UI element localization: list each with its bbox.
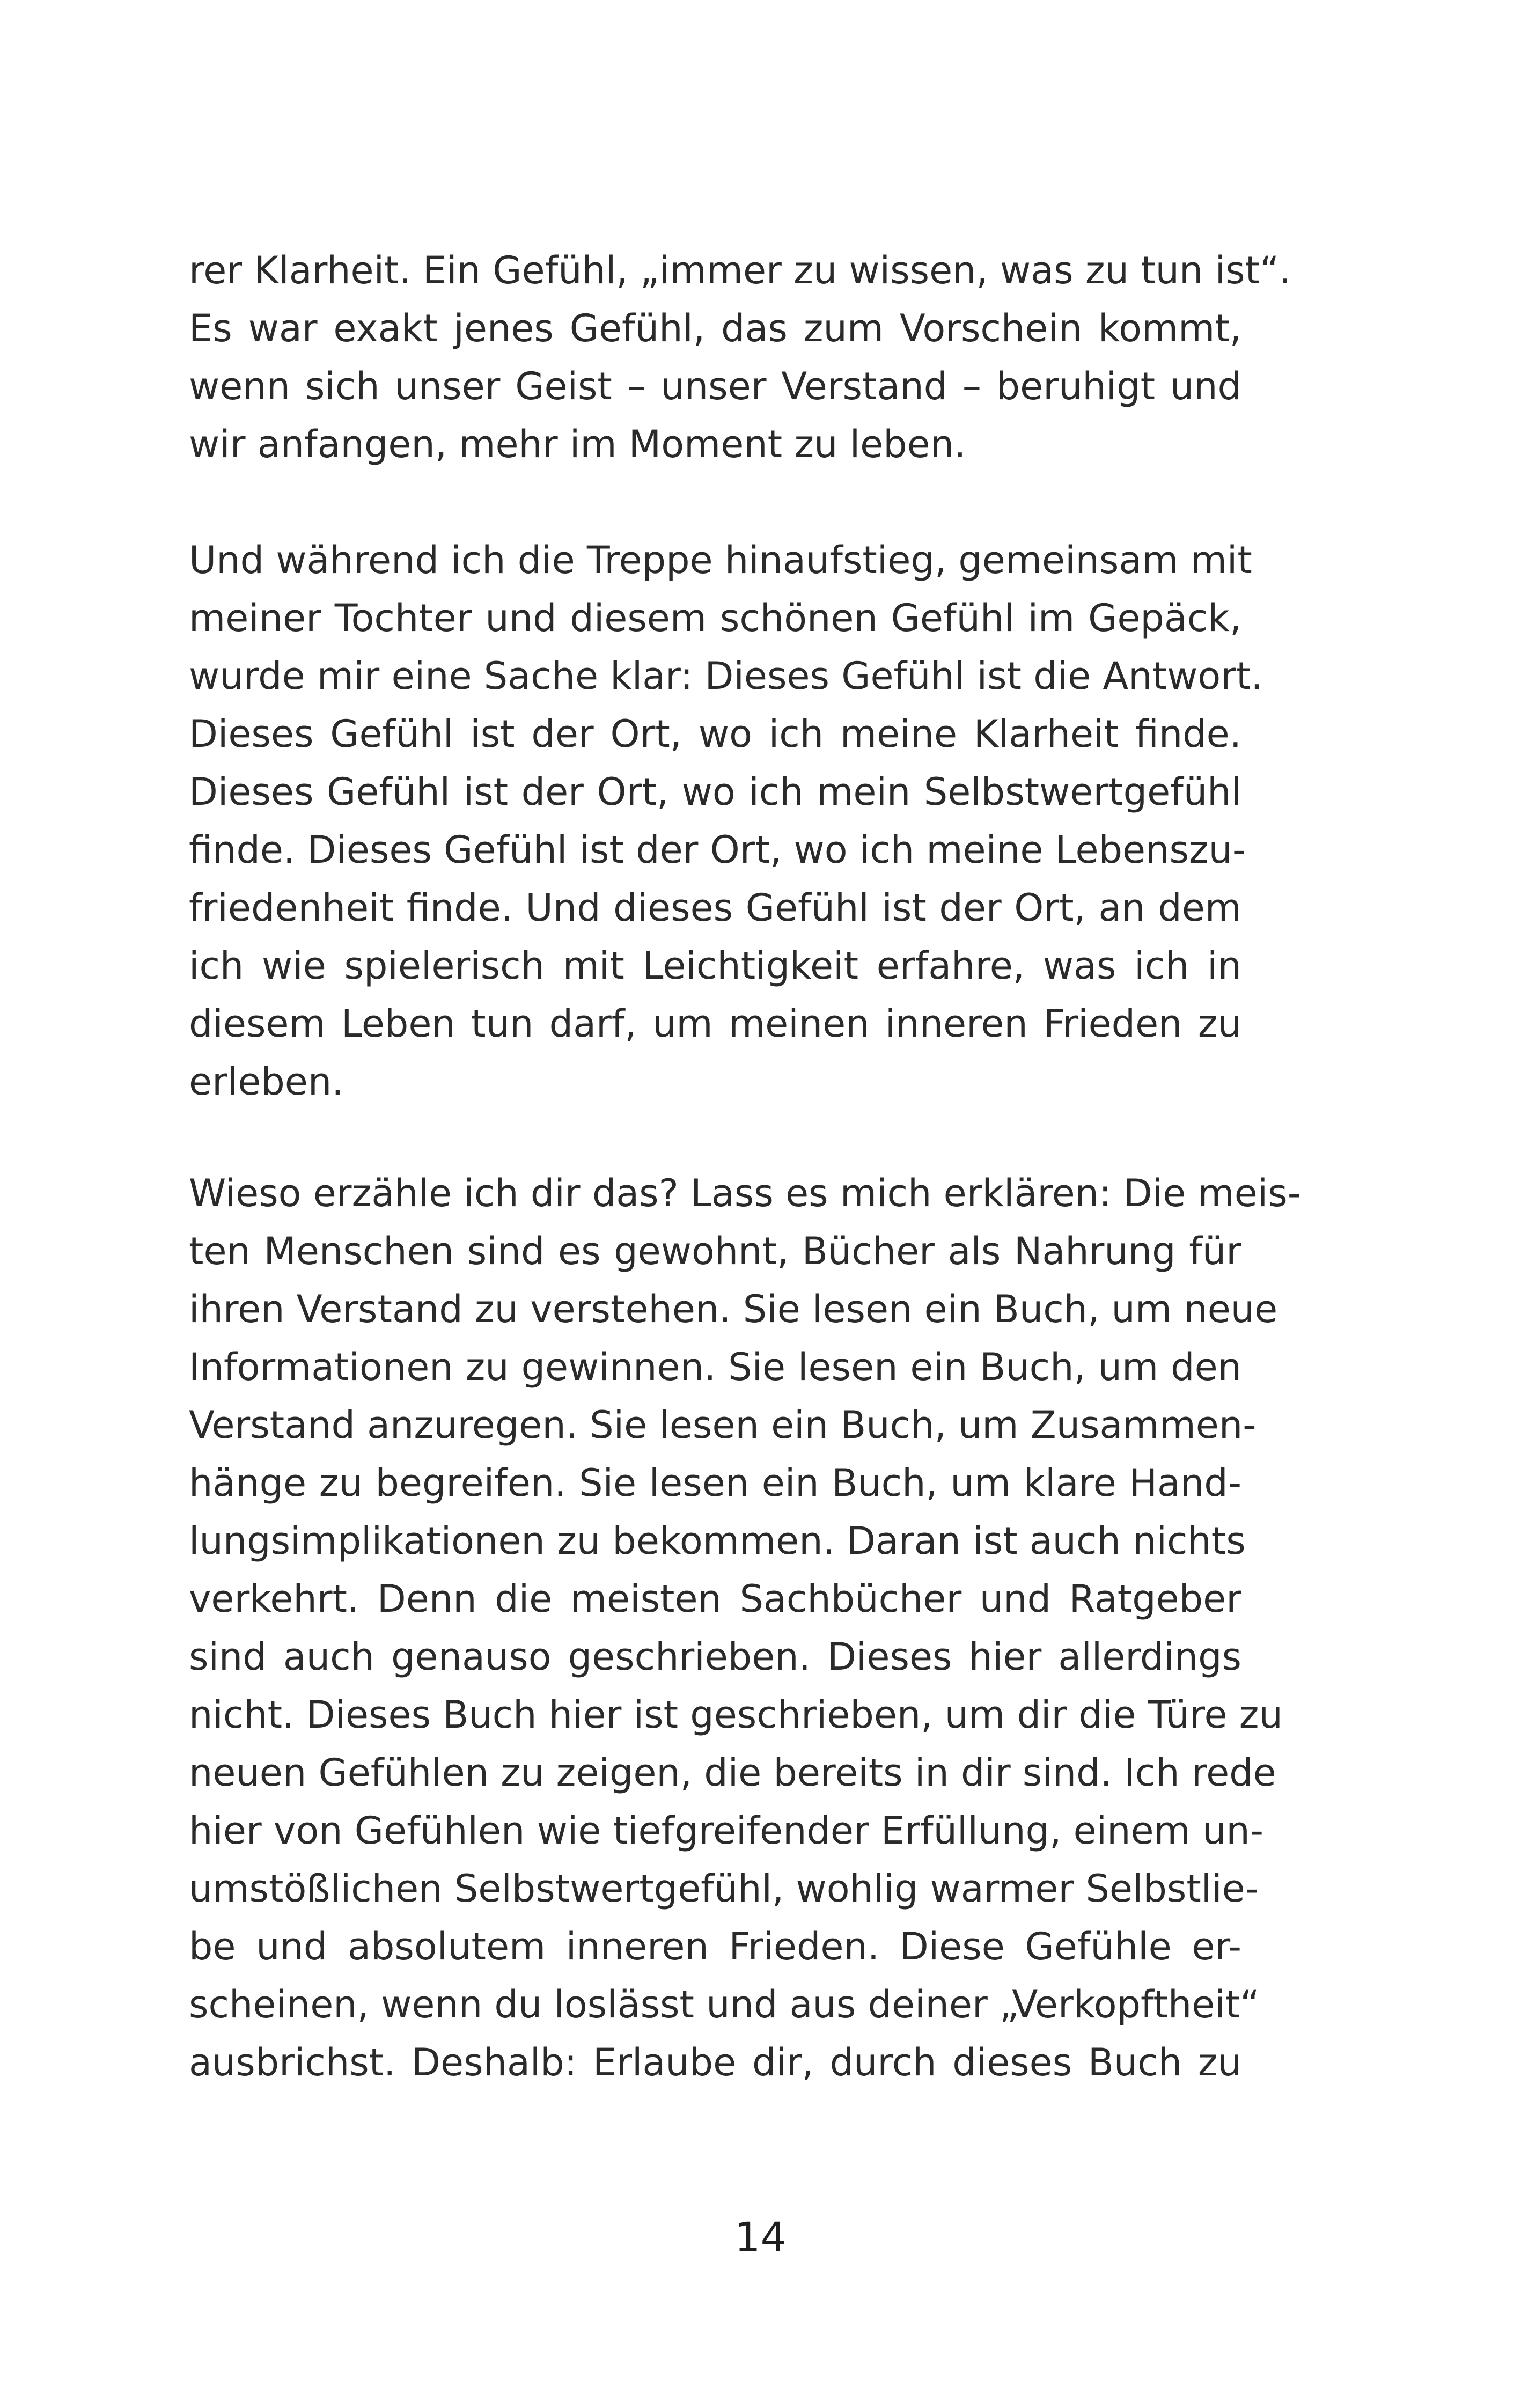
text-line: scheinen, wenn du loslässt und aus deiner „Verkopftheit“: [189, 1983, 1260, 2027]
paragraph-2: [189, 531, 1263, 1111]
paragraph-3: [189, 1164, 1301, 2091]
text-line: Informationen zu gewinnen. Sie lesen ein Buch, um den: [189, 1345, 1241, 1389]
text-line: sind auch genauso geschrieben. Dieses hier allerdings: [189, 1635, 1241, 1679]
text-line: meiner Tochter und diesem schönen Gefühl im Gepäck,: [189, 596, 1241, 640]
text-line: Dieses Gefühl ist der Ort, wo ich mein Selbstwertgefühl: [189, 770, 1241, 814]
text-line: hier von Gefühlen wie tiefgreifender Erfüllung, einem un-: [189, 1809, 1263, 1853]
text-line: Dieses Gefühl ist der Ort, wo ich meine Klarheit finde.: [189, 712, 1241, 756]
page-number: 14: [734, 2213, 787, 2261]
text-line: be und absolutem inneren Frieden. Diese Gefühle er-: [189, 1925, 1241, 1969]
text-line: hänge zu begreifen. Sie lesen ein Buch, um klare Hand-: [189, 1461, 1241, 1505]
text-line: Es war exakt jenes Gefühl, das zum Vorschein kommt,: [189, 306, 1241, 350]
text-line: Wieso erzähle ich dir das? Lass es mich erklären: Die meis-: [189, 1171, 1301, 1215]
text-line: ihren Verstand zu verstehen. Sie lesen ein Buch, um neue: [189, 1287, 1278, 1331]
text-line: finde. Dieses Gefühl ist der Ort, wo ich meine Lebenszu-: [189, 828, 1246, 872]
text-line: ich wie spielerisch mit Leichtigkeit erfahre, was ich in: [189, 944, 1241, 988]
text-line: wurde mir eine Sache klar: Dieses Gefühl ist die Antwort.: [189, 654, 1263, 698]
text-line: wir anfangen, mehr im Moment zu leben.: [189, 422, 966, 466]
text-line: Verstand anzuregen. Sie lesen ein Buch, um Zusammen-: [189, 1403, 1257, 1447]
text-line: Und während ich die Treppe hinaufstieg, gemeinsam mit: [189, 538, 1252, 582]
text-line: diesem Leben tun darf, um meinen inneren Frieden zu: [189, 1002, 1241, 1046]
paragraph-1: [189, 241, 1291, 473]
text-line: nicht. Dieses Buch hier ist geschrieben, um dir die Türe zu: [189, 1693, 1283, 1737]
text-line: neuen Gefühlen zu zeigen, die bereits in dir sind. Ich rede: [189, 1751, 1276, 1795]
text-line: erleben.: [189, 1060, 344, 1104]
text-line: ausbrichst. Deshalb: Erlaube dir, durch dieses Buch zu: [189, 2040, 1241, 2084]
text-line: friedenheit finde. Und dieses Gefühl ist der Ort, an dem: [189, 886, 1241, 930]
text-line: lungsimplikationen zu bekommen. Daran ist auch nichts: [189, 1519, 1246, 1563]
text-line: ten Menschen sind es gewohnt, Bücher als Nahrung für: [189, 1229, 1241, 1273]
text-line: umstößlichen Selbstwertgefühl, wohlig warmer Selbstlie-: [189, 1867, 1259, 1911]
text-line: wenn sich unser Geist – unser Verstand – beruhigt und: [189, 364, 1241, 408]
text-line: verkehrt. Denn die meisten Sachbücher und Ratgeber: [189, 1577, 1241, 1621]
text-line: rer Klarheit. Ein Gefühl, „immer zu wissen, was zu tun ist“.: [189, 248, 1291, 292]
